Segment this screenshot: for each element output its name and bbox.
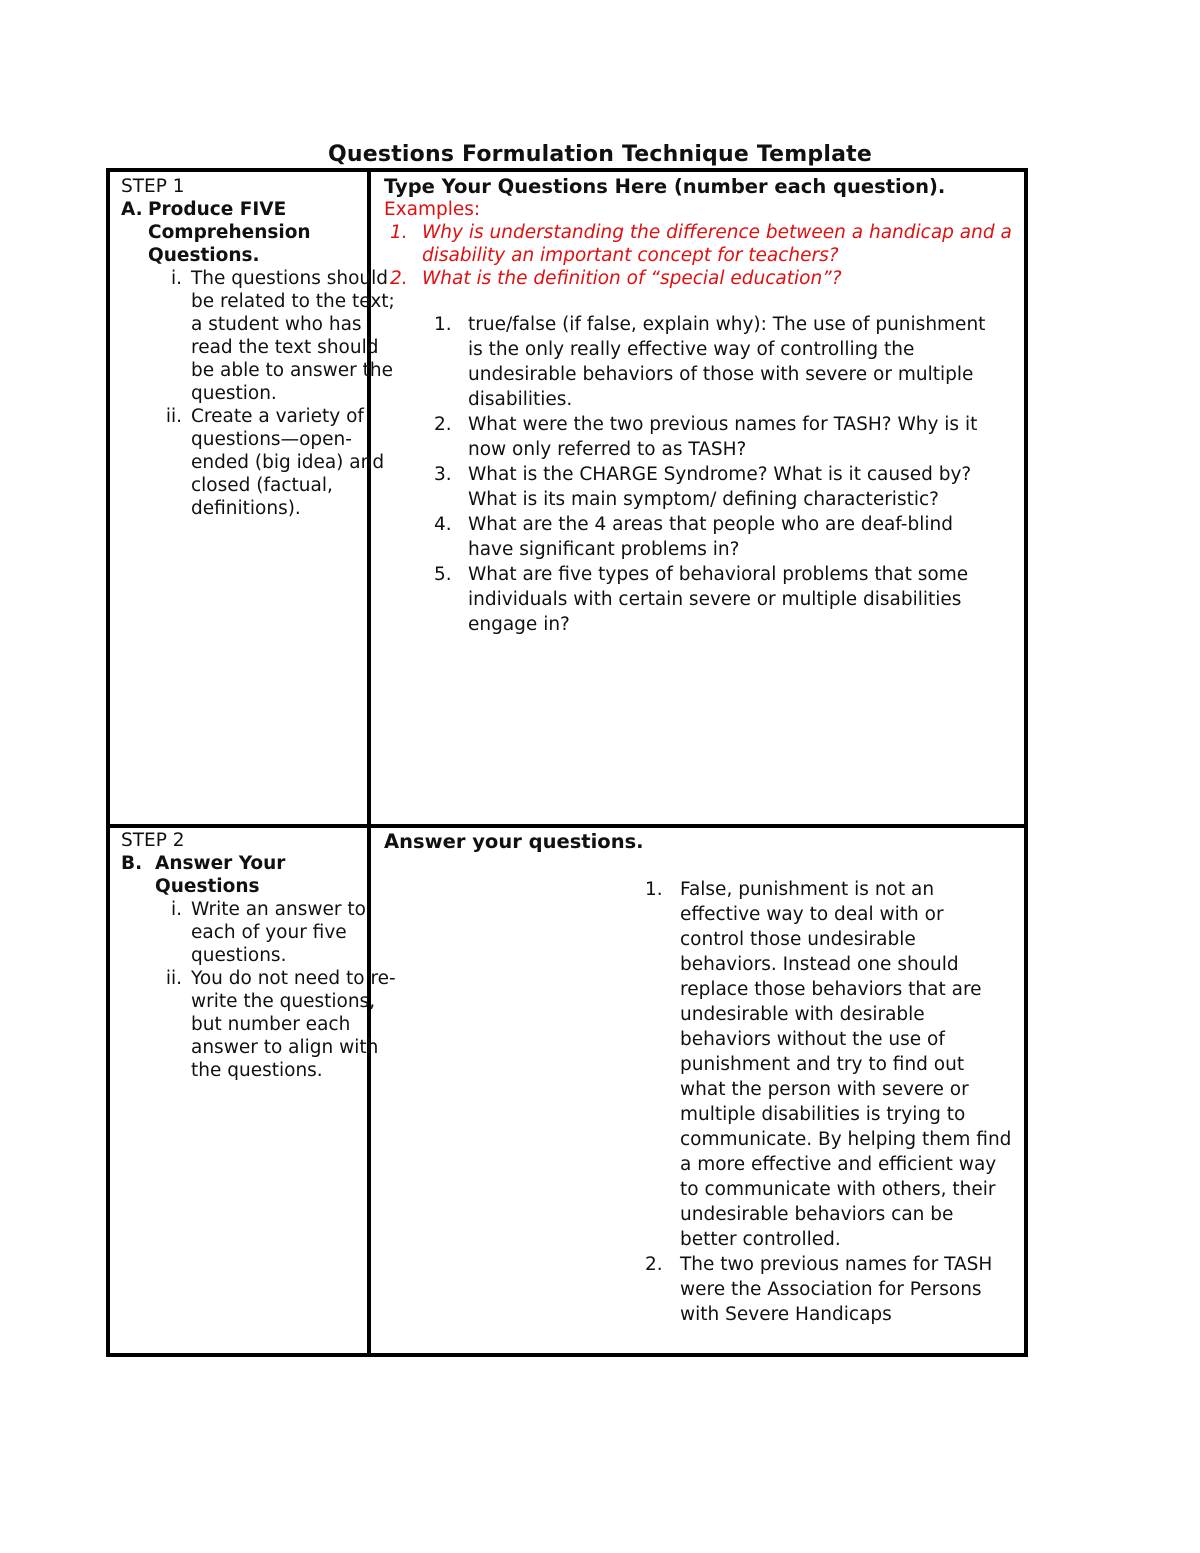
question-marker: 3. (434, 464, 452, 485)
step1-item-a (121, 198, 361, 267)
answer-text: False, punishment is not an effective way to deal with or control those undesirable behaviors. Instead one should replace those behaviors that are undesirable with desirable behaviors without the use of punishment and try to find out what the person with severe or multiple disabilities is trying to communicate. By helping them find a more effective and efficient way to communicate with others, their undesirable behaviors can be better controlled. (680, 879, 1012, 1250)
answer-item (384, 877, 1012, 1252)
answer-marker: 1. (645, 879, 663, 900)
step2-item-marker: B. (121, 853, 143, 874)
example-text: Why is understanding the difference between a handicap and a disability an important concept for teachers? (422, 222, 1012, 266)
question-marker: 1. (434, 314, 452, 335)
step2-item-label-line2: Questions (155, 876, 260, 897)
example-marker: 2. (390, 268, 408, 289)
question-item (384, 312, 1004, 412)
step1-sub-ii-marker: ii. (165, 406, 182, 427)
question-text: What are the 4 areas that people who are deaf-blind have significant problems in? (468, 514, 953, 560)
step1-sub-ii-text: Create a variety of questions—open-ended (big idea) and closed (factual, definitions). (191, 406, 385, 519)
examples-label: Examples: (384, 199, 481, 220)
example-item (384, 221, 1014, 267)
example-text: What is the definition of “special education”? (422, 268, 842, 289)
questions-cell (384, 175, 1014, 637)
answer-marker: 2. (645, 1254, 663, 1275)
question-item (384, 562, 1004, 637)
step2-sub-i (148, 898, 396, 967)
answers-cell (384, 830, 1014, 1327)
step2-sub-i-marker: i. (170, 899, 182, 920)
questions-heading: Type Your Questions Here (number each question). (384, 175, 946, 198)
step2-sub-ii-text: You do not need to re-write the questions, but number each answer to align with the questions. (191, 968, 396, 1081)
questions-list (384, 312, 1004, 637)
step2-sub-ii-marker: ii. (165, 968, 182, 989)
step2-sub-i-text: Write an answer to each of your five questions. (191, 899, 366, 966)
step1-item-label-line2: Comprehension (148, 222, 311, 243)
step2-instructions-cell (121, 829, 396, 1082)
step2-sub-ii (148, 967, 396, 1082)
step1-sub-ii (148, 405, 396, 520)
question-item (384, 412, 1004, 462)
step1-sub-i-marker: i. (170, 268, 182, 289)
step1-sub-i (148, 267, 396, 405)
example-item (384, 267, 1014, 290)
step1-item-label-line1: Produce FIVE (148, 199, 287, 220)
example-marker: 1. (390, 222, 408, 243)
question-item (384, 462, 1004, 512)
answer-item (384, 1252, 1012, 1327)
step2-item-b (121, 852, 361, 898)
question-text: true/false (if false, explain why): The use of punishment is the only really effective way of controlling the undesirable behaviors of those with severe or multiple disabilities. (468, 314, 986, 410)
step1-heading: STEP 1 (121, 176, 185, 197)
step1-sub-i-text: The questions should be related to the text; a student who has read the text should be able to answer the question. (191, 268, 395, 404)
step1-item-label-line3: Questions. (148, 245, 260, 266)
question-marker: 4. (434, 514, 452, 535)
page-title: Questions Formulation Technique Template (328, 142, 872, 167)
table-row-divider (106, 824, 1028, 828)
question-text: What are five types of behavioral problems that some individuals with certain severe or multiple disabilities engage in? (468, 564, 969, 635)
answers-list (384, 877, 1012, 1327)
question-marker: 2. (434, 414, 452, 435)
step1-item-marker: A. (121, 199, 143, 220)
answers-heading: Answer your questions. (384, 830, 644, 853)
question-text: What were the two previous names for TASH? Why is it now only referred to as TASH? (468, 414, 978, 460)
answer-text: The two previous names for TASH were the Association for Persons with Severe Handicaps (680, 1254, 993, 1325)
question-text: What is the CHARGE Syndrome? What is it caused by? What is its main symptom/ defining characteristic? (468, 464, 972, 510)
step1-instructions-cell (121, 175, 395, 520)
question-marker: 5. (434, 564, 452, 585)
step2-heading: STEP 2 (121, 830, 185, 851)
step2-item-label-line1: Answer Your (155, 853, 286, 874)
question-item (384, 512, 1004, 562)
